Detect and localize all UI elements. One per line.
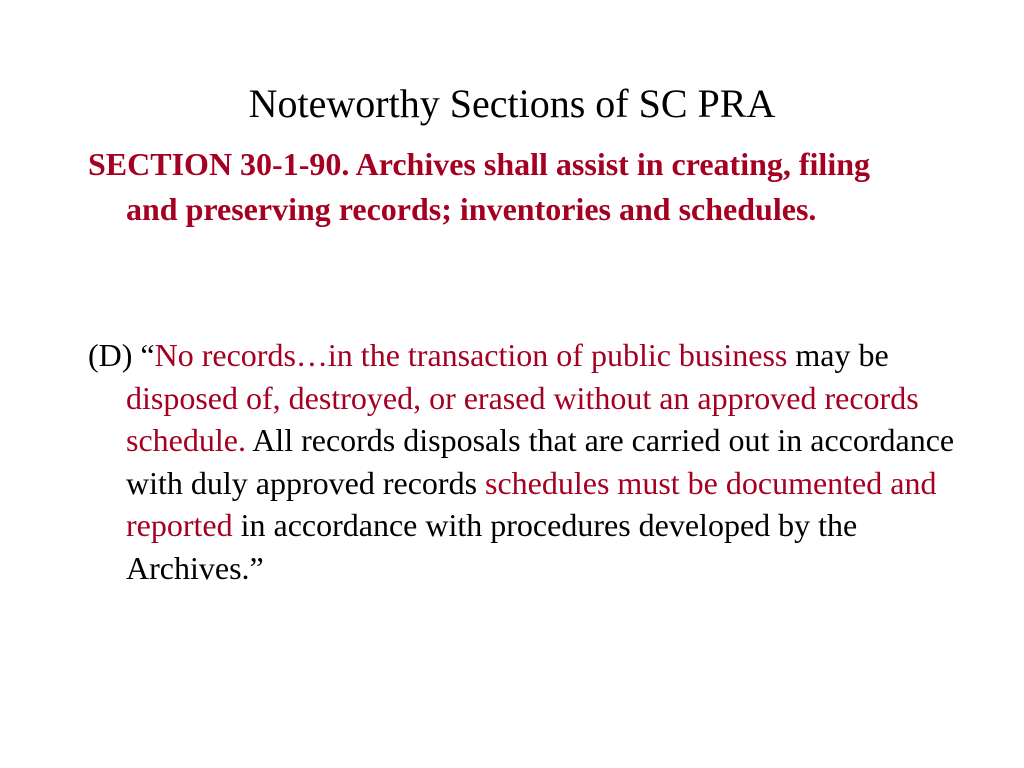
quote-text-2: All records disposals that are carried out in accordance with duly approved records bbox=[126, 422, 955, 501]
quote-text-3: in accordance with procedures developed by the Archives.” bbox=[126, 507, 858, 586]
highlight-no-records: No records…in the transaction of public business bbox=[154, 337, 788, 373]
section-heading: SECTION 30-1-90. Archives shall assist in creating, filing and preserving records; inventories and schedules. bbox=[88, 146, 870, 227]
slide-title: Noteworthy Sections of SC PRA bbox=[248, 81, 776, 126]
quoted-paragraph bbox=[88, 334, 986, 589]
highlight-documented: schedules must be documented and reported bbox=[126, 464, 937, 543]
highlight-disposed: disposed of, destroyed, or erased without an approved records schedule. bbox=[126, 379, 919, 458]
quote-prefix: (D) “ bbox=[88, 337, 155, 373]
quote-text-1: may be bbox=[787, 337, 889, 373]
